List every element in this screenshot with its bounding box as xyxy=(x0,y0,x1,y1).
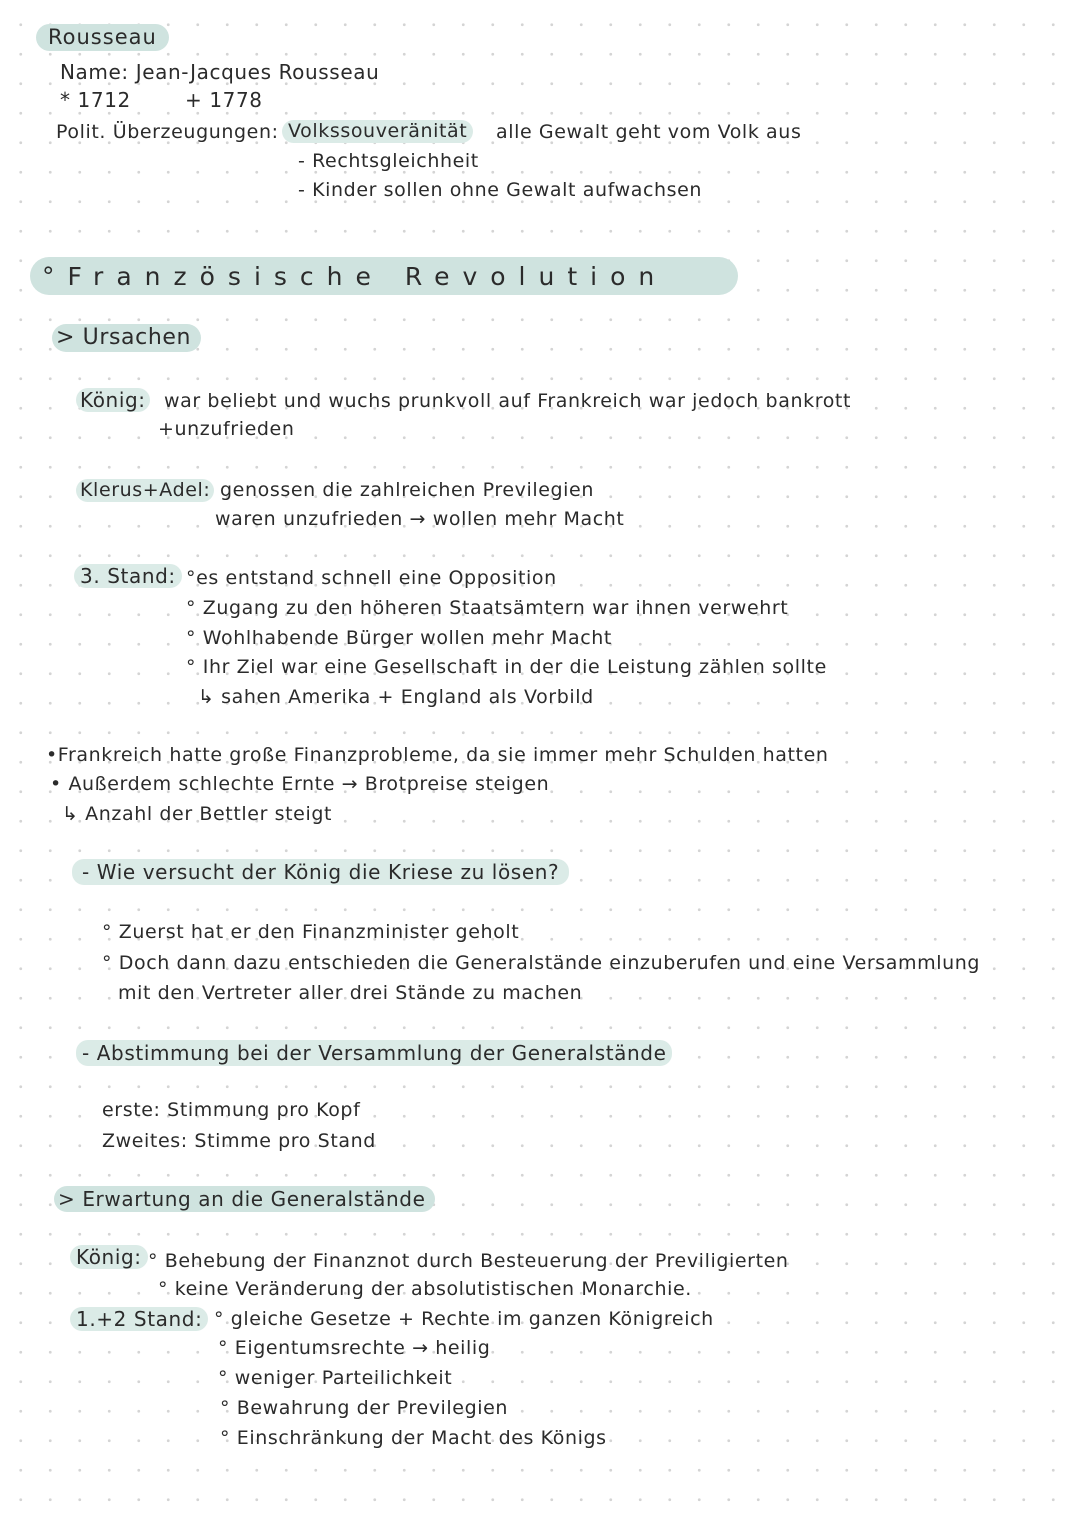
sovereignty-explanation: alle Gewalt geht vom Volk aus xyxy=(496,121,802,143)
rousseau-heading: Rousseau xyxy=(36,24,169,51)
clergy-text: waren unzufrieden → wollen mehr Macht xyxy=(215,508,625,530)
clergy-text: genossen die zahlreichen Previlegien xyxy=(220,479,594,501)
conviction-point: - Kinder sollen ohne Gewalt aufwachsen xyxy=(298,179,703,201)
expectation-king-label: König: xyxy=(70,1245,148,1269)
causes-heading: > Ursachen xyxy=(52,324,201,352)
expectation-heading: > Erwartung an die Generalstände xyxy=(54,1186,435,1212)
expectation-estates-item: ° gleiche Gesetze + Rechte im ganzen Königreich xyxy=(214,1308,714,1330)
third-estate-item: ° Zugang zu den höheren Staatsämtern war ihnen verwehrt xyxy=(186,597,789,619)
rousseau-birth: * 1712 xyxy=(60,88,131,112)
sovereignty-highlight: Volkssouveränität xyxy=(282,120,473,143)
third-estate-item: ↳ sahen Amerika + England als Vorbild xyxy=(198,686,594,708)
crisis-item: ° Zuerst hat er den Finanzminister geholt xyxy=(102,921,520,943)
king-text-2: +unzufrieden xyxy=(158,418,295,440)
king-label: König: xyxy=(76,388,150,412)
expectation-estates-item: ° Eigentumsrechte → heilig xyxy=(218,1337,491,1359)
third-estate-label: 3. Stand: xyxy=(74,564,182,588)
third-estate-item: ° Ihr Ziel war eine Gesellschaft in der die Leistung zählen sollte xyxy=(186,656,827,678)
crisis-item: ° Doch dann dazu entschieden die Generalstände einzuberufen und eine Versammlung xyxy=(102,952,981,974)
expectation-estates-item: ° weniger Parteilichkeit xyxy=(218,1367,453,1389)
vote-second: Zweites: Stimme pro Stand xyxy=(102,1130,376,1152)
vote-heading: - Abstimmung bei der Versammlung der Generalstände xyxy=(76,1040,672,1066)
conviction-point: - Rechtsgleichheit xyxy=(298,150,479,172)
general-cause: • Außerdem schlechte Ernte → Brotpreise steigen xyxy=(50,773,550,795)
expectation-king-item: ° keine Veränderung der absolutistischen Monarchie. xyxy=(158,1278,692,1300)
king-text: war beliebt und wuchs prunkvoll auf Frankreich war jedoch bankrott xyxy=(164,390,852,412)
general-cause: •Frankreich hatte große Finanzprobleme, da sie immer mehr Schulden hatten xyxy=(46,744,829,766)
clergy-nobility-label: Klerus+Adel: xyxy=(76,479,214,502)
expectation-estates-item: ° Bewahrung der Previlegien xyxy=(220,1397,509,1419)
revolution-title: °Französische Revolution xyxy=(42,262,668,291)
crisis-item: mit den Vertreter aller drei Stände zu machen xyxy=(118,982,583,1004)
rousseau-name: Name: Jean-Jacques Rousseau xyxy=(60,60,380,84)
third-estate-item: °es entstand schnell eine Opposition xyxy=(186,567,557,589)
third-estate-item: ° Wohlhabende Bürger wollen mehr Macht xyxy=(186,627,612,649)
expectation-king-item: ° Behebung der Finanznot durch Besteuerung der Previligierten xyxy=(148,1250,789,1272)
rousseau-death: + 1778 xyxy=(185,88,263,112)
crisis-question: - Wie versucht der König die Kriese zu lösen? xyxy=(72,859,569,885)
vote-first: erste: Stimmung pro Kopf xyxy=(102,1099,361,1121)
expectation-estates-label: 1.+2 Stand: xyxy=(70,1307,208,1331)
general-cause: ↳ Anzahl der Bettler steigt xyxy=(62,803,333,825)
convictions-label: Polit. Überzeugungen: xyxy=(56,121,279,143)
expectation-estates-item: ° Einschränkung der Macht des Königs xyxy=(220,1427,607,1449)
